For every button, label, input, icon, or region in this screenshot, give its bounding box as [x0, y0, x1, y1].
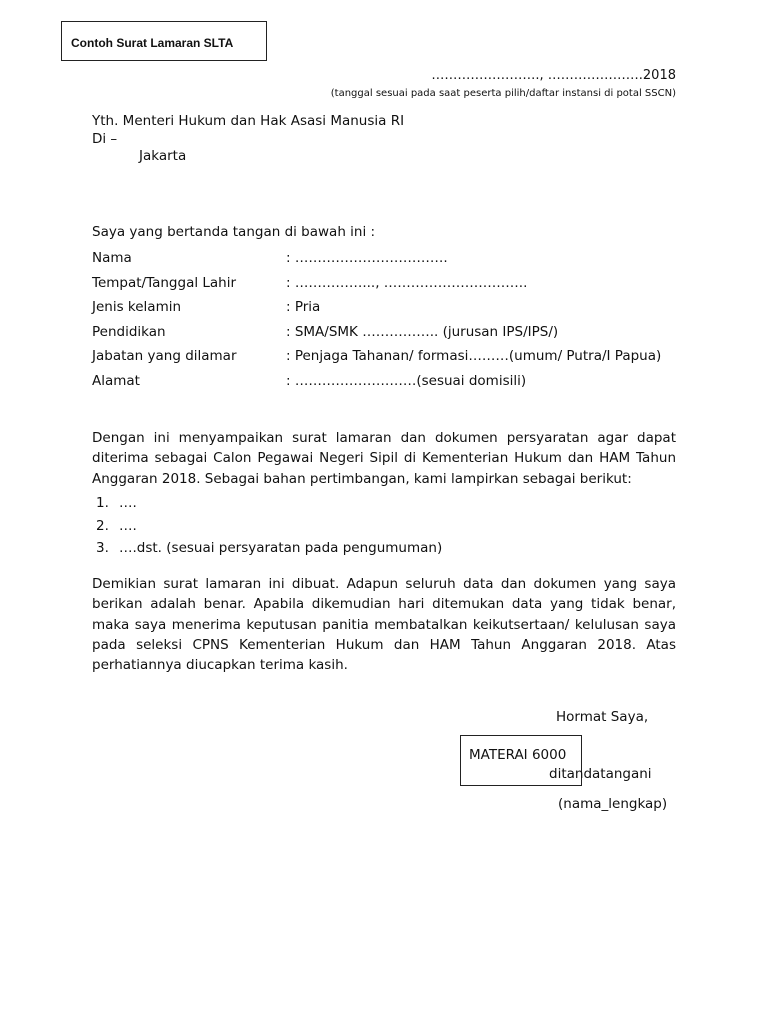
list-text: ….dst. (sesuai persyaratan pada pengumuman) — [119, 540, 443, 557]
paragraph-declaration: Demikian surat lamaran ini dibuat. Adapun seluruh data dan dokumen yang saya berikan adalah benar. Apabila dikemudian hari ditemukan data yang tidak benar, maka saya menerima keputusan panitia membatalkan keikutsertaan/ kelulusan saya pada seleksi CPNS Kementerian Hukum dan HAM Tahun Anggaran 2018. Atas perhatiannya diucapkan terima kasih. — [92, 576, 676, 674]
field-value: : SMA/SMK …………….. (jurusan IPS/IPS/) — [286, 323, 559, 340]
recipient-line: Yth. Menteri Hukum dan Hak Asasi Manusia RI — [92, 113, 405, 129]
title-box: Contoh Surat Lamaran SLTA — [61, 21, 267, 61]
field-label: Nama — [92, 250, 132, 266]
field-label: Tempat/Tanggal Lahir — [92, 274, 237, 291]
field-row-birth — [92, 275, 692, 300]
stamp-box: MATERAI 6000 — [460, 735, 582, 786]
field-value: : ……………………………. — [286, 250, 448, 266]
date-line: ……………………., ………………….2018 — [431, 68, 676, 83]
field-label: Jabatan yang dilamar — [92, 348, 237, 365]
field-value: : ……………..., ………………………….. — [286, 274, 528, 291]
date-note: (tanggal sesuai pada saat peserta pilih/daftar instansi di potal SSCN) — [330, 88, 676, 99]
field-value: : Pria — [286, 299, 321, 316]
recipient-place-prefix: Di – — [92, 131, 118, 147]
field-value: : ………………………(sesuai domisili) — [286, 372, 527, 389]
field-row-position — [92, 348, 692, 373]
full-name: (nama_lengkap) — [558, 796, 668, 812]
intro-text: Saya yang bertanda tangan di bawah ini : — [92, 224, 376, 240]
field-row-address — [92, 373, 692, 398]
list-text: …. — [119, 517, 137, 534]
list-number: 3. — [96, 540, 109, 557]
field-label: Pendidikan — [92, 323, 166, 340]
signature-text: ditandatangani — [549, 766, 652, 782]
list-text: …. — [119, 495, 137, 511]
applicant-fields — [92, 250, 692, 398]
field-label: Alamat — [92, 372, 140, 389]
field-row-education — [92, 324, 692, 349]
closing-text: Hormat Saya, — [556, 709, 649, 725]
list-number: 2. — [96, 517, 109, 534]
recipient-city: Jakarta — [139, 148, 187, 164]
paragraph-application: Dengan ini menyampaikan surat lamaran dan dokumen persyaratan agar dapat diterima sebagai Calon Pegawai Negeri Sipil di Kementerian Hukum dan HAM Tahun Anggaran 2018. Sebagai bahan pertimbangan, kami lampirkan sebagai berikut: — [92, 430, 676, 487]
field-row-name — [92, 250, 692, 275]
field-value: : Penjaga Tahanan/ formasi………(umum/ Putra/I Papua) — [286, 348, 662, 365]
field-label: Jenis kelamin — [92, 299, 182, 316]
list-number: 1. — [96, 495, 109, 511]
field-row-gender — [92, 299, 692, 324]
